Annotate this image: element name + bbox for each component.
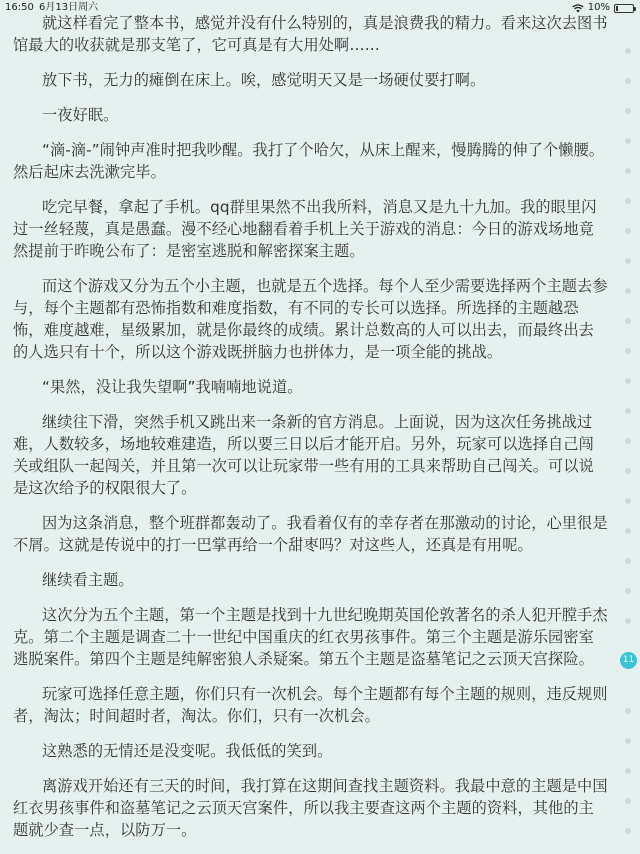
paragraph: 一夜好眠。	[42, 106, 119, 124]
scroll-dot	[625, 798, 631, 804]
paragraph: 放下书，无力的瘫倒在床上。唉，感觉明天又是一场硬仗要打啊。	[42, 71, 486, 89]
battery-percent: 10%	[587, 2, 610, 13]
paragraph: 就这样看完了整本书，感觉并没有什么特别的，真是浪费我的精力。看来这次去图书馆最大的收获就是那支笔了，它可真是有大用处啊……	[13, 14, 608, 54]
scroll-dot	[625, 378, 631, 384]
paragraph: 玩家可选择任意主题，你们只有一次机会。每个主题都有每个主题的规则，违反规则者，淘汰；时间超时者，淘汰。你们，只有一次机会。	[13, 685, 608, 725]
scroll-dot	[625, 768, 631, 774]
scroll-dot	[625, 438, 631, 444]
paragraph: 继续看主题。	[42, 571, 134, 589]
paragraph: 这熟悉的无情还是没变呢。我低低的笑到。	[42, 742, 333, 760]
scroll-dot	[625, 618, 631, 624]
paragraph: 这次分为五个主题，第一个主题是找到十九世纪晚期英国伦敦著名的杀人犯开膛手杰克。第二个主题是调查二十一世纪中国重庆的红衣男孩事件。第三个主题是游乐园密室逃脱案件。第四个主题是纯解密狼人杀疑案。第五个主题是盗墓笔记之云顶天宫探险。	[13, 606, 608, 668]
paragraph: 因为这条消息，整个班群都轰动了。我看着仅有的幸存者在那激动的讨论，心里很是不屑。这就是传说中的打一巴掌再给一个甜枣吗？对这些人，还真是有用呢。	[13, 514, 608, 554]
scroll-dot	[625, 78, 631, 84]
scroll-dot	[625, 108, 631, 114]
paragraph: 吃完早餐，拿起了手机。qq群里果然不出我所料，消息又是九十九加。我的眼里闪过一丝轻蔑，真是愚蠢。漫不经心地翻看着手机上关于游戏的消息：今日的游戏场地竟然提前于昨晚公布了：是密室逃脱和解密探案主题。	[13, 198, 597, 260]
paragraph: “果然，没让我失望啊”我喃喃地说道。	[42, 378, 303, 396]
page-number-badge[interactable]: 11	[620, 652, 637, 669]
scroll-dot	[625, 498, 631, 504]
page-indicator	[618, 0, 640, 853]
scroll-dot	[625, 48, 631, 54]
scroll-dot	[625, 558, 631, 564]
paragraph: 离游戏开始还有三天的时间，我打算在这期间查找主题资料。我最中意的主题是中国红衣男孩事件和盗墓笔记之云顶天宫案件，所以我主要查这两个主题的资料，其他的主题就少查一点，以防万一。	[13, 777, 608, 839]
status-time: 16:50	[5, 2, 34, 13]
status-date: 6月13日周六	[39, 2, 99, 13]
scroll-dot	[625, 168, 631, 174]
paragraph: “滴-滴-”闹钟声准时把我吵醒。我打了个哈欠，从床上醒来，慢腾腾的伸了个懒腰。然后起床去洗漱完毕。	[13, 141, 605, 181]
scroll-dot	[625, 288, 631, 294]
scroll-dot	[625, 588, 631, 594]
paragraph: 继续往下滑，突然手机又跳出来一条新的官方消息。上面说，因为这次任务挑战过难，人数较多，场地较难建造，所以要三日以后才能开启。另外，玩家可以选择自己闯关或组队一起闯关，并且第一次可以让玩家带一些有用的工具来帮助自己闯关。可以说是这次给予的权限很大了。	[13, 413, 594, 497]
scroll-dot	[625, 408, 631, 414]
scroll-dot	[625, 708, 631, 714]
scroll-dot	[625, 738, 631, 744]
scroll-dot	[625, 468, 631, 474]
scroll-dot	[625, 348, 631, 354]
scroll-dot	[625, 198, 631, 204]
scroll-dot	[625, 138, 631, 144]
scroll-dot	[625, 828, 631, 834]
scroll-dot	[625, 528, 631, 534]
scroll-dot	[625, 318, 631, 324]
scroll-dot	[625, 228, 631, 234]
paragraph: 而这个游戏又分为五个小主题，也就是五个选择。每个人至少需要选择两个主题去参与，每个主题都有恐怖指数和难度指数，有不同的专长可以选择。所选择的主题越恐怖，难度越难，星级累加，就是你最终的成绩。累计总数高的人可以出去，而最终出去的人选只有十个，所以这个游戏既拼脑力也拼体力，是一项全能的挑战。	[13, 277, 608, 361]
reader-content	[13, 12, 609, 854]
scroll-dot	[625, 258, 631, 264]
